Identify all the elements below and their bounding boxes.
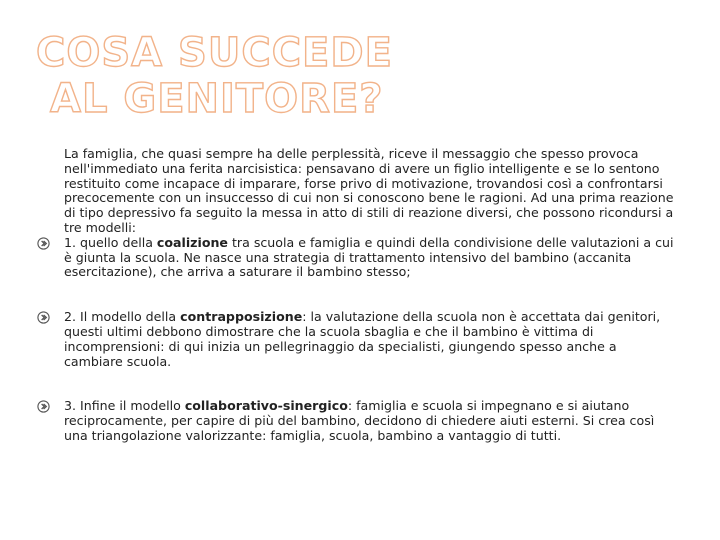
- circled-chevron-bullet-icon: [37, 311, 50, 324]
- list-item-contrapposizione: [36, 310, 676, 369]
- circled-chevron-bullet-icon: [37, 237, 50, 250]
- list-item-keyword: coalizione: [156, 234, 228, 250]
- list-item-prefix: 2. Il modello della: [64, 309, 181, 325]
- slide-title: [36, 30, 436, 122]
- slide-title-line-1: COSA SUCCEDE: [36, 30, 393, 76]
- list-item-coalizione: [36, 236, 676, 280]
- list-item-keyword: contrapposizione: [180, 309, 303, 325]
- list-item-keyword: collaborativo-sinergico: [184, 398, 348, 414]
- slide-title-line-2: AL GENITORE?: [50, 76, 384, 122]
- circled-chevron-bullet-icon: [37, 400, 50, 413]
- slide-body: [36, 147, 676, 444]
- list-item-prefix: 3. Infine il modello: [64, 398, 185, 414]
- list-item-text: : famiglia e scuola si impegnano e si aiutano reciprocamente, per capire di più del bambino, decidono di chiedere aiuti esterni. Si crea così una triangolazione valorizzante: famiglia, scuola, bambino a vantaggio di tutti.: [64, 398, 655, 443]
- list-item-collaborativo: [36, 399, 676, 443]
- list-item-text: tra scuola e famiglia e quindi della condivisione delle valutazioni a cui è giunta la scuola. Ne nasce una strategia di trattamento intensivo del bambino (accanita esercitazione), che arriva a saturare il bambino stesso;: [64, 234, 674, 280]
- list-item-text: : la valutazione della scuola non è accettata dai genitori, questi ultimi debbono dimostrare che la scuola sbaglia e che il bambino è vittima di incomprensioni: di qui inizia un pellegrinaggio da specialisti, giungendo spesso anche a cambiare scuola.: [64, 309, 661, 369]
- intro-paragraph: La famiglia, che quasi sempre ha delle perplessità, riceve il messaggio che spesso provoca nell'immediato una ferita narcisistica: pensavano di avere un figlio intelligente e se lo sentono restituito come incapace di imparare, forse privo di motivazione, trovandosi così a confrontarsi precocemente con un insuccesso di cui non si conoscono bene le ragioni. Ad una prima reazione di tipo depressivo fa seguito la messa in atto di stili di reazione diversi, che possono ricondursi a tre modelli:: [64, 146, 674, 235]
- list-item-prefix: 1. quello della: [64, 234, 157, 250]
